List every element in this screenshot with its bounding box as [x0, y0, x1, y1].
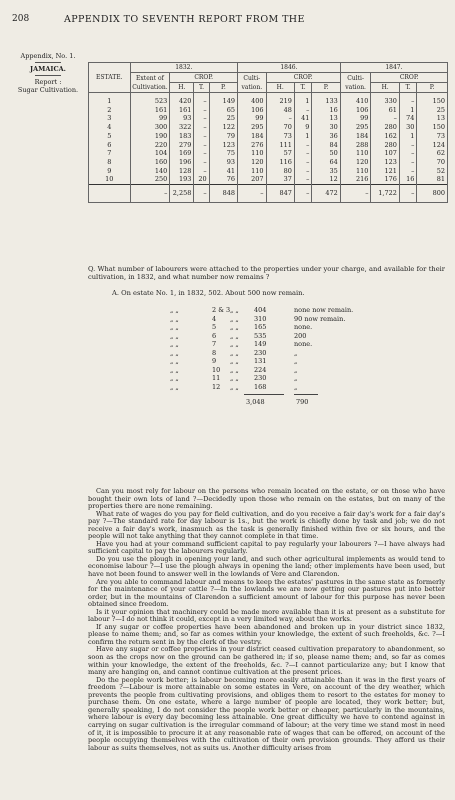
table-cell: 79: [209, 132, 237, 141]
table-cell: 250: [130, 175, 170, 184]
table-cell: –: [294, 141, 311, 150]
table-cell: –: [371, 114, 399, 123]
cultivation-header: Culti-vation.: [238, 73, 266, 93]
estate-number: 8: [89, 158, 131, 167]
table-cell: –: [399, 141, 416, 150]
year-header: 1847.: [340, 63, 447, 73]
margin-topic: Sugar Cultivation.: [17, 86, 79, 94]
estate-no: 8: [212, 348, 217, 357]
estate-count: 310: [254, 314, 267, 323]
estate-count: 230: [254, 348, 267, 357]
estate-quote: „ „: [230, 357, 239, 365]
year-header: 1846.: [238, 63, 341, 73]
margin-place: JAMAICA.: [30, 65, 66, 73]
table-cell: 133: [312, 93, 340, 106]
paragraph: Can you most rely for labour on the persons who remain located on the estate, or on those who have bought their own lots of land ?—Decidedly upon those who remain on the estates, but on many of the properties there are none remaining.: [88, 487, 445, 511]
total-cell: –: [238, 185, 266, 203]
estate-prefix: „ „: [170, 331, 179, 340]
estate-count: 535: [254, 331, 267, 340]
table-cell: 99: [340, 114, 371, 123]
table-cell: 279: [170, 141, 194, 150]
page-header: [12, 14, 445, 28]
estate-count: 224: [254, 365, 267, 374]
table-cell: –: [194, 93, 209, 106]
table-row: [89, 141, 448, 150]
estate-number: 4: [89, 123, 131, 132]
total-cell: 847: [266, 185, 294, 203]
table-cell: –: [194, 158, 209, 167]
margin-divider: [35, 75, 61, 76]
body-text: [88, 488, 445, 752]
estate-prefix: „ „: [170, 314, 179, 323]
table-row: [89, 132, 448, 141]
table-cell: –: [294, 167, 311, 176]
table-cell: 140: [130, 167, 170, 176]
estate-quote: „ „: [230, 314, 239, 323]
table-cell: 74: [399, 114, 416, 123]
crop-header: CROP.: [371, 73, 448, 83]
table-cell: –: [294, 158, 311, 167]
paragraph: Is it your opinion that machinery could be made more available than it is at present as a substitute for labour ?—I do not think it could, except in a very limited way, about the works.: [88, 607, 445, 624]
estate-quote: „ „: [230, 306, 239, 314]
table-cell: 1: [294, 93, 311, 106]
table-cell: 37: [266, 175, 294, 184]
table-cell: 122: [209, 123, 237, 132]
table-cell: 70: [417, 158, 448, 167]
table-cell: 1: [399, 132, 416, 141]
estate-quote: „ „: [230, 348, 239, 357]
estate-note: 200: [294, 331, 307, 340]
table-cell: 220: [130, 141, 170, 150]
table-cell: 193: [170, 175, 194, 184]
estate-total-first: 3,048: [246, 398, 265, 406]
table-cell: 295: [238, 123, 266, 132]
t-header: T.: [194, 83, 209, 93]
estate-quote: „ „: [230, 382, 239, 391]
table-cell: 110: [340, 167, 371, 176]
p-header: P.: [312, 83, 340, 93]
table-cell: –: [194, 167, 209, 176]
estate-count: 230: [254, 374, 267, 382]
table-cell: 176: [371, 175, 399, 184]
table-cell: –: [294, 149, 311, 158]
table-row: [89, 167, 448, 176]
question-text: Q. What number of labourers were attached to the properties under your charge, and available for their cultivation, in 1832, and what number now remains ?: [88, 265, 445, 281]
table-cell: 216: [340, 175, 371, 184]
total-cell: –: [294, 185, 311, 203]
h-header: H.: [170, 83, 194, 93]
h-header: H.: [371, 83, 399, 93]
table-cell: 13: [417, 114, 448, 123]
total-cell: 2,258: [170, 185, 194, 203]
table-row: [89, 114, 448, 123]
estate-prefix: „ „: [170, 340, 179, 348]
table-cell: 207: [238, 175, 266, 184]
estate-prefix: „ „: [170, 323, 179, 331]
table-cell: 400: [238, 93, 266, 106]
estate-no: 9: [212, 357, 217, 365]
table-row: [89, 123, 448, 132]
estate-note: „: [294, 357, 298, 365]
total-cell: 848: [209, 185, 237, 203]
table-cell: –: [266, 114, 294, 123]
table-cell: 30: [312, 123, 340, 132]
table-row: [89, 93, 448, 106]
table-cell: –: [194, 106, 209, 115]
table-cell: 280: [371, 141, 399, 150]
estate-number: 9: [89, 167, 131, 176]
table-cell: 41: [294, 114, 311, 123]
margin-appendix: Appendix, No. 1.: [20, 52, 76, 60]
table-cell: 116: [266, 158, 294, 167]
table-cell: 295: [340, 123, 371, 132]
table-cell: –: [194, 132, 209, 141]
table-cell: 300: [130, 123, 170, 132]
table-row: [89, 149, 448, 158]
estate-note: none now remain.: [294, 306, 354, 314]
t-header: T.: [294, 83, 311, 93]
estate-count: 149: [254, 340, 267, 348]
estate-number: 3: [89, 114, 131, 123]
estate-header: ESTATE.: [89, 63, 131, 93]
table-cell: 41: [209, 167, 237, 176]
table-cell: 25: [417, 106, 448, 115]
table-cell: [89, 185, 131, 203]
estate-note: none.: [294, 323, 313, 331]
table-cell: 62: [417, 149, 448, 158]
estate-count: 165: [254, 323, 267, 331]
table-cell: 110: [238, 149, 266, 158]
table-cell: 120: [340, 158, 371, 167]
table-cell: 219: [266, 93, 294, 106]
total-cell: 1,722: [371, 185, 399, 203]
table-cell: 420: [170, 93, 194, 106]
table-cell: 190: [130, 132, 170, 141]
estate-prefix: „ „: [170, 357, 179, 365]
table-row: [89, 158, 448, 167]
estate-note: „: [294, 382, 298, 391]
total-cell: 472: [312, 185, 340, 203]
p-header: P.: [417, 83, 448, 93]
table-cell: 107: [371, 149, 399, 158]
table-cell: 162: [371, 132, 399, 141]
table-cell: 73: [266, 132, 294, 141]
table-cell: 93: [170, 114, 194, 123]
table-row: [89, 106, 448, 115]
p-header: P.: [209, 83, 237, 93]
table-cell: 184: [340, 132, 371, 141]
table-row: [89, 175, 448, 184]
table-cell: 280: [371, 123, 399, 132]
estate-prefix: „ „: [170, 382, 179, 391]
table-cell: 16: [312, 106, 340, 115]
table-cell: 20: [194, 175, 209, 184]
estate-number: 1: [89, 93, 131, 106]
table-cell: 123: [209, 141, 237, 150]
estate-quote: „ „: [230, 374, 239, 382]
paragraph: If any sugar or coffee properties have been abandoned and broken up in your district since 1832, please to name them; and, so far as comes within your knowledge, the extent of such freeholds, &c. ?—I confirm the return sent in by the clerk of the vestry.: [88, 622, 445, 646]
table-cell: 36: [312, 132, 340, 141]
running-title: APPENDIX TO SEVENTH REPORT FROM THE: [64, 14, 305, 25]
estate-no: 10: [212, 365, 221, 374]
estate-note: „: [294, 348, 298, 357]
table-cell: –: [194, 123, 209, 132]
margin-divider: [35, 62, 61, 63]
table-cell: 1: [399, 106, 416, 115]
table-cell: –: [399, 158, 416, 167]
table-cell: 50: [312, 149, 340, 158]
estate-prefix: „ „: [170, 348, 179, 357]
crop-header: CROP.: [266, 73, 340, 83]
table-cell: 184: [238, 132, 266, 141]
table-cell: 330: [371, 93, 399, 106]
table-cell: –: [399, 149, 416, 158]
table-cell: 120: [238, 158, 266, 167]
estate-note: „: [294, 374, 298, 382]
estate-quote: „ „: [230, 340, 239, 348]
margin-note: [8, 52, 88, 94]
table-cell: 410: [340, 93, 371, 106]
table-cell: 288: [340, 141, 371, 150]
h-header: H.: [266, 83, 294, 93]
estate-number: 10: [89, 175, 131, 184]
table-cell: 123: [371, 158, 399, 167]
table-cell: 106: [340, 106, 371, 115]
table-cell: 64: [312, 158, 340, 167]
table-cell: 70: [266, 123, 294, 132]
estate-count: 131: [254, 357, 267, 365]
table-cell: 110: [238, 167, 266, 176]
total-cell: –: [399, 185, 416, 203]
estate-prefix: „ „: [170, 306, 179, 314]
crop-header: CROP.: [170, 73, 238, 83]
table-cell: 81: [417, 175, 448, 184]
estate-quote: „ „: [230, 331, 239, 340]
table-cell: –: [294, 106, 311, 115]
estate-quote: „ „: [230, 323, 239, 331]
table-cell: 16: [399, 175, 416, 184]
table-cell: 57: [266, 149, 294, 158]
table-cell: 76: [209, 175, 237, 184]
estate-note: 90 now remain.: [294, 314, 346, 323]
estate-no: 5: [212, 323, 217, 331]
table-cell: 110: [340, 149, 371, 158]
estate-no: 12: [212, 382, 221, 391]
table-cell: –: [194, 114, 209, 123]
total-rule: [244, 394, 284, 395]
estate-prefix: „ „: [170, 374, 179, 382]
margin-report: Report :: [34, 78, 62, 86]
estate-count: 168: [254, 382, 267, 391]
table-cell: 9: [294, 123, 311, 132]
paragraph: Do you use the plough in opening your land, and such other agricultural implements as would tend to economise labour ?—I use the plough always in opening the land; other implements have been used, but have not been found to answer well in the lowlands of Vere and Clarendon.: [88, 554, 445, 579]
table-cell: 99: [238, 114, 266, 123]
t-header: T.: [399, 83, 416, 93]
estate-number: 5: [89, 132, 131, 141]
total-rule: [294, 394, 318, 395]
estate-note: none.: [294, 340, 313, 348]
sugar-table: [88, 62, 448, 203]
table-cell: 121: [371, 167, 399, 176]
estate-no: 2 & 3: [212, 306, 231, 314]
total-cell: 800: [417, 185, 448, 203]
paragraph: What rate of wages do you pay for field cultivation, and do you receive a fair day's work for a fair day's pay ?—The standard rate for day labour is 1s., but the work is chiefly done by task and job; we do not receive a fair day's work, inasmuch as the task is generally finished within five or six hours, and the people will not take anything that they cannot complete in that time.: [88, 509, 445, 541]
table-cell: 80: [266, 167, 294, 176]
answer-intro: A. On estate No. 1, in 1832, 502. About 500 now remain.: [112, 289, 305, 297]
table-cell: 276: [238, 141, 266, 150]
total-cell: –: [340, 185, 371, 203]
estate-total-second: 790: [296, 398, 309, 406]
table-cell: 149: [209, 93, 237, 106]
table-body: [89, 93, 448, 203]
table-cell: 1: [294, 132, 311, 141]
table-cell: 75: [209, 149, 237, 158]
table-cell: 128: [170, 167, 194, 176]
paragraph: Are you able to command labour and means to keep the estates' pastures in the same state as formerly for the maintenance of your cattle ?—In the lowlands we are now getting our pastures put into better order, but in the mountains of Clarendon a sufficient amount of labour for this purpose has never been obtained since freedom.: [88, 577, 445, 609]
table-cell: 106: [238, 106, 266, 115]
table-cell: 61: [371, 106, 399, 115]
table-cell: 161: [170, 106, 194, 115]
table-cell: 196: [170, 158, 194, 167]
total-cell: –: [130, 185, 170, 203]
year-header: 1832.: [130, 63, 238, 73]
table-cell: –: [399, 167, 416, 176]
table-cell: 12: [312, 175, 340, 184]
table-cell: 183: [170, 132, 194, 141]
table-cell: 65: [209, 106, 237, 115]
estate-note: „: [294, 365, 298, 374]
table-cell: –: [194, 141, 209, 150]
table-cell: 73: [417, 132, 448, 141]
table-cell: 150: [417, 123, 448, 132]
table-cell: 84: [312, 141, 340, 150]
estate-no: 6: [212, 331, 217, 340]
table-cell: 104: [130, 149, 170, 158]
total-cell: –: [194, 185, 209, 203]
totals-row: [89, 185, 448, 203]
table-cell: 25: [209, 114, 237, 123]
cultivation-header: Culti-vation.: [340, 73, 371, 93]
table-cell: 523: [130, 93, 170, 106]
table-cell: 150: [417, 93, 448, 106]
paragraph: Have any sugar or coffee properties in your district ceased cultivation preparatory to abandonment, so soon as the crops now on the ground can be gathered in; if so, please name them; and, so far as comes within your knowledge, the extent of the freeholds, &c. ?—I cannot particularize any; but I know that many are hanging on, and cannot continue cultivation at the present prices.: [88, 645, 445, 677]
table-cell: 93: [209, 158, 237, 167]
table-cell: 99: [130, 114, 170, 123]
estate-prefix: „ „: [170, 365, 179, 374]
paragraph: Do the people work better; is labour becoming more easily attainable than it was in the first years of freedom ?—Labour is more attainable on some estates in Vere, on account of the dry weather, which prevents the people from cultivating provisions, and obliges them to resort to the estates for money to purchase them. On one estate, where a large number of people are located, they work better; but, generally speaking, I do not consider the people work better or cheaper, particularly in the mountains, where labour is every day becoming less attainable. One great difficulty we have to contend against in carrying on sugar cultivation is the irregular command of labour; at the very time we stand most in need of it, it is impossible to procure it at any reasonable rate of wages that can be offered, on account of the people occupying themselves with the cultivation of their own provision grounds. They afford us their labour as suits themselves, not as suits us. Another difficulty arises from: [88, 675, 445, 752]
table-cell: 35: [312, 167, 340, 176]
table-cell: –: [194, 149, 209, 158]
table-cell: 13: [312, 114, 340, 123]
estate-no: 7: [212, 340, 217, 348]
estate-number: 2: [89, 106, 131, 115]
extent-header: Extent of Cultivation.: [130, 73, 170, 93]
estate-count: 404: [254, 306, 267, 314]
table-cell: 111: [266, 141, 294, 150]
estate-number: 7: [89, 149, 131, 158]
paragraph: Have you had at your command sufficient capital to pay regularly your labourers ?—I have always had sufficient capital to pay the labourers regularly.: [88, 539, 445, 556]
table-cell: 160: [130, 158, 170, 167]
table-cell: 169: [170, 149, 194, 158]
table-cell: 30: [399, 123, 416, 132]
table-cell: –: [294, 175, 311, 184]
estate-no: 4: [212, 314, 217, 323]
estate-number: 6: [89, 141, 131, 150]
table-cell: 124: [417, 141, 448, 150]
estate-no: 11: [212, 374, 221, 382]
table-cell: 52: [417, 167, 448, 176]
table-cell: 161: [130, 106, 170, 115]
table-cell: –: [399, 93, 416, 106]
estate-quote: „ „: [230, 365, 239, 374]
table-cell: 48: [266, 106, 294, 115]
page-number: 208: [12, 14, 30, 24]
table-cell: 322: [170, 123, 194, 132]
